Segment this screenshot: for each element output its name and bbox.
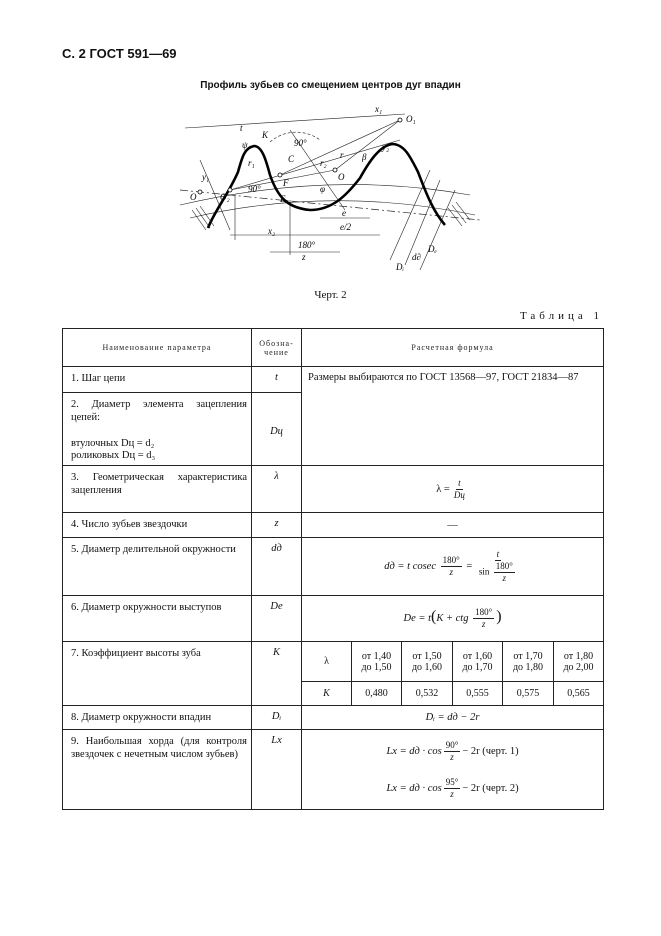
row-3-symbol: λ	[252, 466, 302, 513]
k-lambda-range: от 1,60 до 1,70	[453, 642, 503, 682]
k-label: K	[302, 682, 352, 706]
label-t: t	[240, 123, 243, 133]
k-lambda-range: от 1,40 до 1,50	[352, 642, 402, 682]
row-2-symbol: Dц	[252, 393, 302, 466]
k-value: 0,480	[352, 682, 402, 706]
table-row	[63, 513, 604, 538]
k-lambda-range: от 1,70 до 1,80	[503, 642, 554, 682]
row-7-name: 7. Коэффициент высоты зуба	[63, 642, 252, 706]
label-e: e	[342, 208, 346, 218]
row-4-formula: —	[302, 513, 604, 538]
label-y1: y₁	[202, 172, 210, 182]
table-row	[63, 466, 604, 513]
page-header: С. 2 ГОСТ 591—69	[62, 46, 177, 61]
label-psi: ψ	[242, 140, 248, 150]
drawing-title: Профиль зубьев со смещением центров дуг впадин	[200, 80, 461, 91]
table-row	[63, 706, 604, 730]
label-y2: y₂	[382, 142, 390, 152]
k-lambda-range: от 1,80 до 2,00	[554, 642, 604, 682]
k-value: 0,555	[453, 682, 503, 706]
label-f: F	[283, 178, 289, 188]
label-k: K	[262, 130, 269, 140]
row-6-formula: Dе = t(K + ctg $\frac{180^\circ}{z}$ )	[302, 596, 604, 642]
label-e-half: e/2	[340, 222, 351, 232]
label-r1: r₁	[248, 158, 255, 168]
label-di: Dᵢ	[396, 262, 404, 272]
row-3-name: 3. Геометрическая характеристика зацепления	[63, 466, 252, 513]
table-label: Таблица 1	[519, 310, 603, 322]
row-1-formula: Размеры выбираются по ГОСТ 13568—97, ГОСТ 21834—87	[302, 367, 604, 466]
label-angle90: 90°	[294, 138, 307, 148]
label-beta: β	[362, 152, 367, 162]
label-e-point: E	[280, 194, 286, 204]
row-5-symbol: dд	[252, 538, 302, 596]
row-8-symbol: Dᵢ	[252, 706, 302, 730]
table-row	[63, 596, 604, 642]
drawing-caption: Черт. 2	[314, 289, 347, 301]
header-formula: Расчетная формула	[302, 329, 604, 367]
row-9-formula: Lх = dд · cos $\frac{90^\circ}{z}$ − 2r (черт. 1) Lх = dд · cos $\frac{95^\circ}{z}$ − 2r (черт. 2)	[302, 730, 604, 810]
label-x1: x₁	[375, 104, 383, 114]
label-angle180: 180°	[298, 240, 316, 250]
row-4-symbol: z	[252, 513, 302, 538]
k-lambda-label: λ	[302, 642, 352, 682]
row-9-name: 9. Наибольшая хорда (для контроля звездочек с нечетным числом зубьев)	[63, 730, 252, 810]
pitch-dimension-line	[185, 114, 405, 128]
row-1-name: 1. Шаг цепи	[63, 367, 252, 393]
row-5-formula: dд = t cosec $\frac{180^\circ}{z}$ = t sin $\frac{180^\circ}{z}$	[302, 538, 604, 596]
tooth-profile-drawing	[170, 100, 490, 280]
k-value: 0,565	[554, 682, 604, 706]
k-value: 0,575	[503, 682, 554, 706]
row-6-name: 6. Диаметр окружности выступов	[63, 596, 252, 642]
parameters-table	[62, 328, 604, 810]
table-header-row	[63, 329, 604, 367]
table-row	[63, 367, 604, 393]
label-z: z	[302, 252, 306, 262]
label-c: C	[288, 154, 295, 164]
table-row	[63, 538, 604, 596]
row-8-name: 8. Диаметр окружности впадин	[63, 706, 252, 730]
row-4-name: 4. Число зубьев звездочки	[63, 513, 252, 538]
row-2-name: 2. Диаметр элемента зацепления цепей: втулочных Dц = d₂ роликовых Dц = d₃	[63, 393, 252, 466]
table-row	[63, 730, 604, 810]
label-dd: d∂	[412, 252, 421, 262]
row-3-formula: λ = $\frac{t}{Dц}$	[302, 466, 604, 513]
label-r: r	[340, 150, 344, 160]
row-5-name: 5. Диаметр делительной окружности	[63, 538, 252, 596]
k-lambda-range: от 1,50 до 1,60	[402, 642, 453, 682]
table-row	[63, 642, 604, 682]
label-o1: O₁	[406, 114, 416, 124]
label-o-left: O	[190, 192, 197, 202]
label-o2: O₂	[220, 192, 230, 202]
row-6-symbol: Dе	[252, 596, 302, 642]
label-phi: φ	[320, 184, 325, 194]
header-symbol: Обозна- чение	[252, 329, 302, 367]
row-1-symbol: t	[252, 367, 302, 393]
label-o: O	[338, 172, 345, 182]
k-value: 0,532	[402, 682, 453, 706]
row-9-symbol: Lх	[252, 730, 302, 810]
label-x2: x₂	[268, 226, 276, 236]
label-r2: r₂	[320, 158, 327, 168]
label-angle90-small: 90°	[248, 184, 261, 194]
header-name: Наименование параметра	[63, 329, 252, 367]
label-de: Dₑ	[428, 244, 437, 254]
row-7-symbol: K	[252, 642, 302, 706]
row-8-formula: Dᵢ = dд − 2r	[302, 706, 604, 730]
